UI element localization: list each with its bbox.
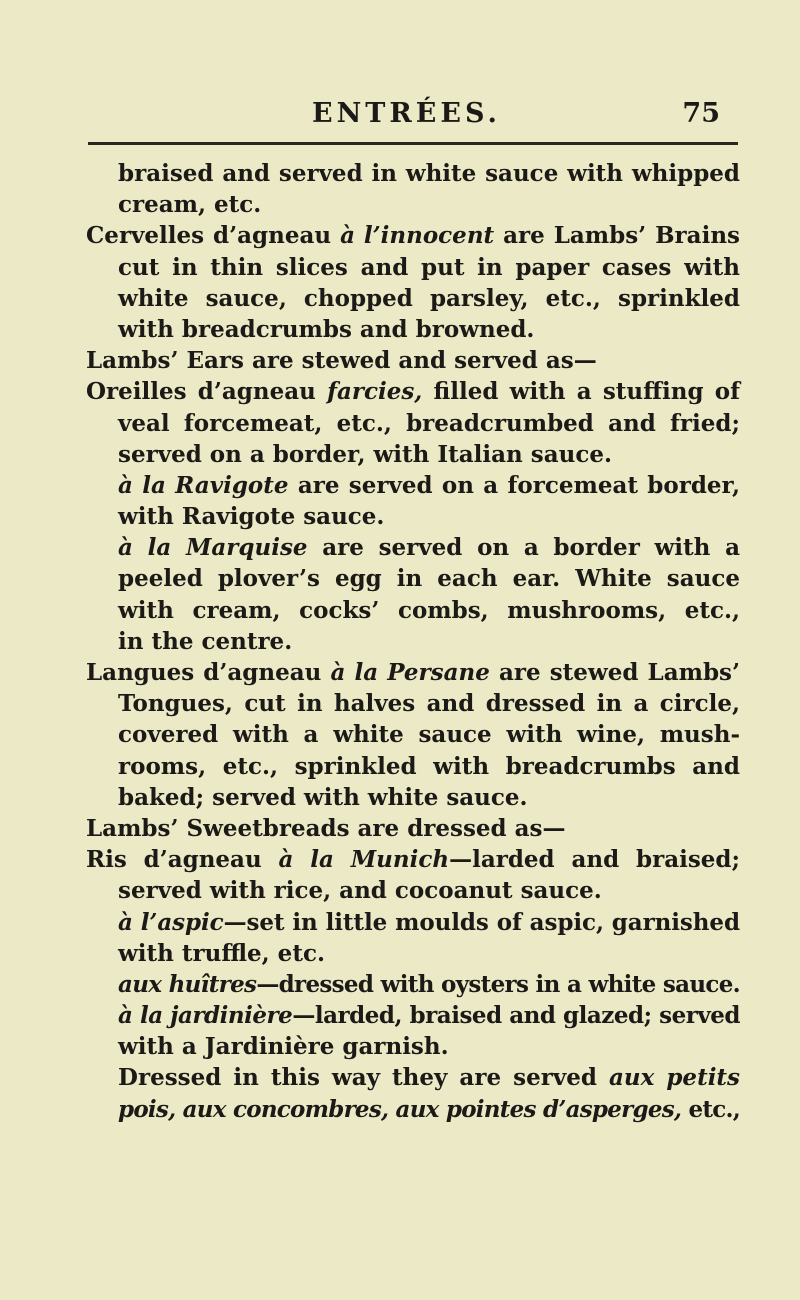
italic-text: à la Marquise (118, 534, 308, 562)
text-segment: Cervelles d’agneau (86, 222, 341, 250)
text-line (86, 719, 740, 750)
text-segment: with cream, cocks’ combs, mushrooms, etc., (118, 596, 740, 624)
text-segment: peeled plover’s egg in each ear. White sauce (118, 565, 740, 593)
text-line (86, 283, 740, 314)
text-line (86, 252, 740, 283)
text-line (86, 626, 740, 657)
text-line (86, 189, 740, 220)
text-line (86, 938, 740, 969)
text-segment: served with rice, and cocoanut sauce. (118, 877, 602, 905)
text-line (86, 844, 740, 875)
text-segment: are Lambs’ Brains (494, 222, 740, 250)
italic-text: aux huîtres (118, 970, 257, 998)
text-segment: are served on a border with a (307, 534, 740, 562)
text-segment: with a Jardinière garnish. (118, 1033, 449, 1061)
text-line (86, 1031, 740, 1062)
text-segment: are served on a forcemeat border, (288, 471, 741, 499)
text-segment: rooms, etc., sprinkled with breadcrumbs and (118, 752, 740, 780)
text-segment: Lambs’ Sweetbreads are dressed as— (86, 814, 566, 842)
text-line (86, 563, 740, 594)
text-line (86, 907, 740, 938)
text-segment: cream, etc. (118, 191, 262, 219)
text-segment: served on a border, with Italian sauce. (118, 440, 612, 468)
page-header (0, 98, 800, 138)
italic-text: à la Munich (278, 846, 450, 874)
text-line (86, 376, 740, 407)
text-segment: with breadcrumbs and browned. (118, 315, 535, 343)
text-line (86, 875, 740, 906)
text-segment: braised and served in white sauce with whipped (118, 160, 740, 187)
text-line (86, 1094, 740, 1125)
text-line (86, 314, 740, 345)
text-segment: —larded, braised and glazed; served (292, 1002, 740, 1030)
text-line (86, 782, 740, 813)
text-segment: —larded and braised; (449, 846, 740, 874)
text-line (86, 158, 740, 189)
text-line (86, 688, 740, 719)
text-segment: in the centre. (118, 627, 293, 655)
body-text (86, 158, 740, 1125)
text-line (86, 813, 740, 844)
italic-text: farcies, (327, 378, 423, 406)
header-rule (88, 142, 738, 145)
text-line (86, 1000, 740, 1031)
text-line (86, 595, 740, 626)
italic-text: à la Persane (330, 659, 490, 686)
text-segment: —set in little moulds of aspic, garnished (223, 908, 740, 936)
text-line (86, 220, 740, 251)
text-segment: with truffle, etc. (118, 939, 325, 967)
italic-text: pois, aux concombres, aux pointes d’asperges, (118, 1095, 682, 1123)
text-line (86, 969, 740, 1000)
text-line (86, 751, 740, 782)
text-segment: baked; served with white sauce. (118, 783, 528, 811)
text-segment: veal forcemeat, etc., breadcrumbed and fried; (118, 409, 740, 437)
text-segment: Tongues, cut in halves and dressed in a circle, (118, 690, 740, 718)
text-line (86, 501, 740, 532)
text-segment: etc., (681, 1095, 740, 1123)
italic-text: aux petits (608, 1064, 740, 1092)
text-line (86, 532, 740, 563)
text-segment: Ris d’agneau (86, 846, 279, 874)
text-segment: with Ravigote sauce. (118, 503, 385, 531)
text-line (86, 408, 740, 439)
text-segment: Oreilles d’agneau (86, 378, 328, 406)
text-segment: filled with a stuffing of (422, 378, 741, 406)
italic-text: à la Ravigote (118, 471, 289, 499)
text-segment: are stewed Lambs’ (489, 659, 740, 686)
text-segment: —dressed with oysters in a white sauce. (256, 970, 740, 998)
text-line (86, 1062, 740, 1093)
text-segment: Lambs’ Ears are stewed and served as— (86, 347, 597, 375)
text-line (86, 439, 740, 470)
text-line (86, 345, 740, 376)
page-number: 75 (682, 98, 720, 129)
text-line (86, 657, 740, 688)
running-head: ENTRÉES. (312, 98, 501, 129)
text-segment: Dressed in this way they are served (118, 1064, 609, 1092)
text-segment: cut in thin slices and put in paper cases with (118, 253, 740, 281)
text-line (86, 470, 740, 501)
italic-text: à l’innocent (340, 222, 495, 250)
italic-text: à la jardinière (118, 1002, 293, 1030)
text-segment: white sauce, chopped parsley, etc., sprinkled (118, 284, 740, 312)
text-segment: Langues d’agneau (86, 659, 331, 686)
text-segment: covered with a white sauce with wine, mush- (118, 721, 740, 749)
italic-text: à l’aspic (118, 908, 224, 936)
